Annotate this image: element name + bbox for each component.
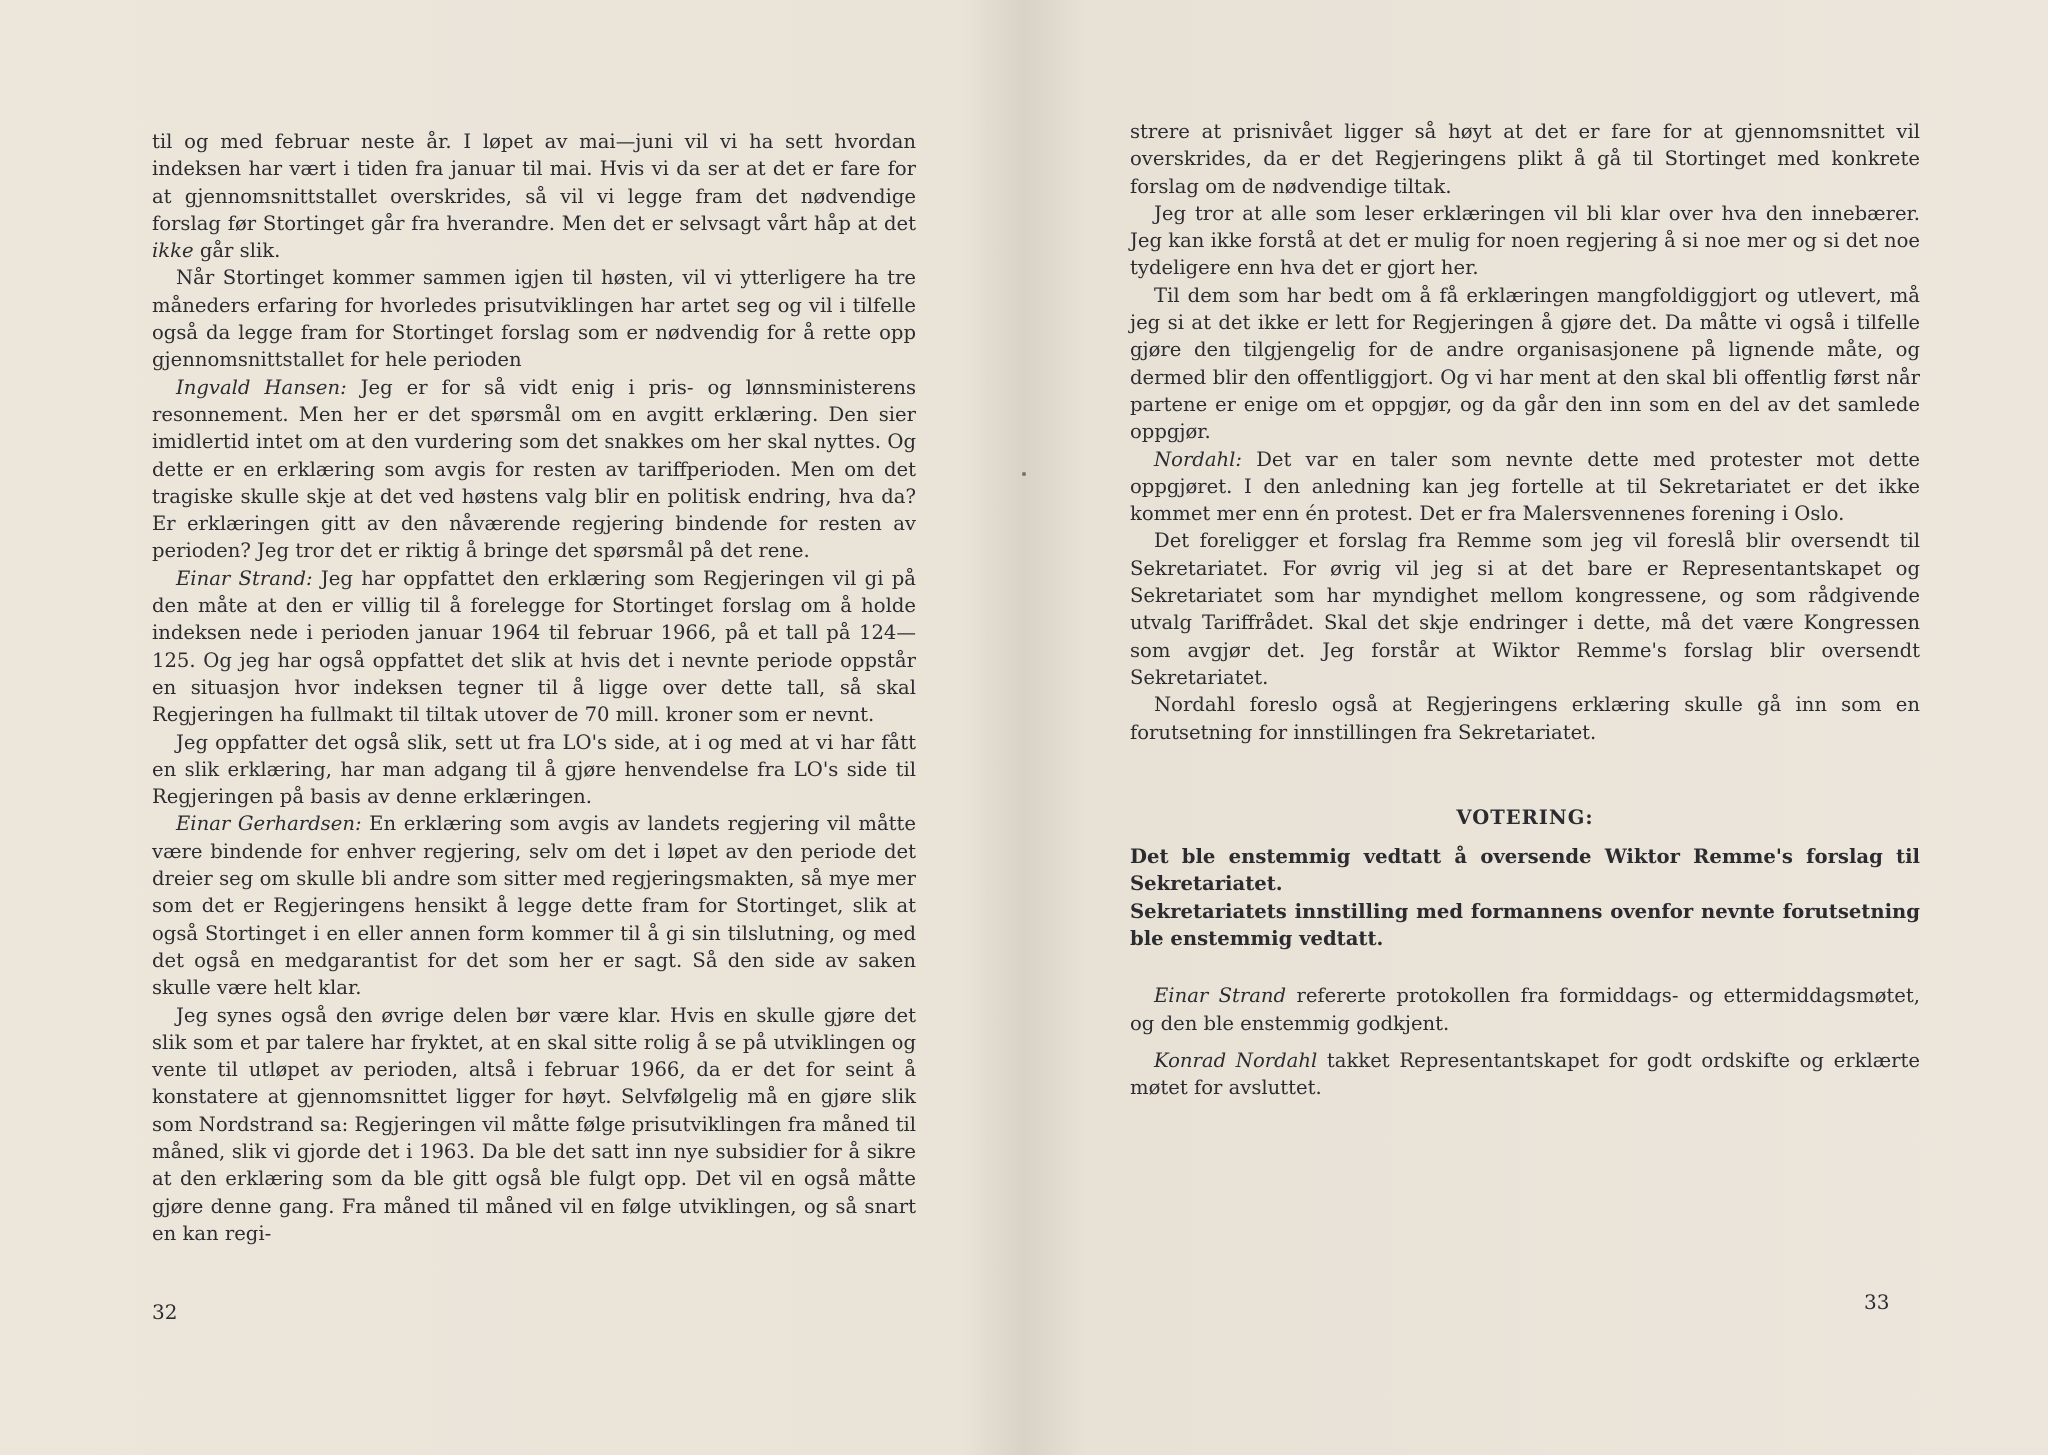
speaker-name: Ingvald Hansen: xyxy=(176,375,347,399)
paragraph: Einar Strand: Jeg har oppfattet den erklæring som Regjeringen vil gi på den måte at den er villig til å forelegge for Stortinget forslag om å holde indeksen nede i perioden januar 1964 til februar 1966, på et tall på 124—125. Og jeg har også oppfattet det slik at hvis det i nevnte periode oppstår en situasjon hvor indeksen tegner til å ligge over dette tall, så skal Regjeringen ha fullmakt til tiltak utover de 70 mill. kroner som er nevnt. xyxy=(152,566,916,727)
paragraph: strere at prisnivået ligger så høyt at det er fare for at gjennomsnittet vil overskrides, da er det Regjeringens plikt å gå til Stortinget med konkrete forslag om de nødvendige tiltak. xyxy=(1130,120,1920,198)
paragraph: Jeg tror at alle som leser erklæringen vil bli klar over hva den innebærer. Jeg kan ikke forstå at det er mulig for noen regjering å si noe mer og si det noe tydeligere enn hva det er gjort her. xyxy=(1130,201,1920,280)
emphasis: ikke xyxy=(152,239,194,263)
speaker-name: Konrad Nordahl xyxy=(1154,1048,1318,1072)
speaker-name: Einar Strand: xyxy=(176,566,313,590)
paragraph: Det foreligger et forslag fra Remme som jeg vil foreslå blir oversendt til Sekretariatet. For øvrig vil jeg si at det bare er Representantskapet og Sekretariatet som har myndighet mellom kongressene, og som rådgivende utvalg Tariffrådet. Skal det skje endringer i dette, må det være Kongressen som avgjør det. Jeg forstår at Wiktor Remme's forslag blir oversendt Sekretariatet. xyxy=(1130,529,1920,689)
left-page-text xyxy=(152,128,916,1247)
resolution: Det ble enstemmig vedtatt å oversende Wiktor Remme's forslag til Sekretariatet. xyxy=(1130,845,1920,896)
paragraph: Jeg synes også den øvrige delen bør være klar. Hvis en skulle gjøre det slik som et par talere har fryktet, at en skal sitte rolig å se på utviklingen og vente til utløpet av perioden, altså i februar 1966, da er det for seint å konstatere at gjennomsnittet ligger for høyt. Selvfølgelig må en gjøre slik som Nordstrand sa: Regjeringen vil måtte følge prisutviklingen fra måned til måned, slik vi gjorde det i 1963. Da ble det satt inn nye subsidier for å sikre at den erklæring som da ble gitt også ble fulgt opp. Det vil en også måtte gjøre denne gang. Fra måned til måned vil en følge utviklingen, og så snart en kan regi- xyxy=(152,1003,916,1245)
speaker-name: Einar Strand xyxy=(1154,984,1287,1008)
right-page xyxy=(1024,0,2048,1455)
right-page-text xyxy=(1130,118,1920,1102)
resolution: Sekretariatets innstilling med formannens ovenfor nevnte forutsetning ble enstemmig vedtatt. xyxy=(1130,899,1920,951)
paragraph: Einar Gerhardsen: En erklæring som avgis av landets regjering vil måtte være bindende for enhver regjering, selv om det i løpet av den periode det dreier seg om skulle bli andre som sitter med regjeringsmakten, så mye mer som det er Regjeringens hensikt å legge dette fram for Stortinget, slik at også Stortinget i en eller annen form kommer til å gi sin tilslutning, og med det også en medgarantist for det som her er sagt. Så den side av saken skulle være helt klar. xyxy=(152,812,916,1000)
speaker-name: Nordahl: xyxy=(1154,447,1243,471)
paragraph: Til dem som har bedt om å få erklæringen mangfoldiggjort og utlevert, må jeg si at det ikke er lett for Regjeringen å gjøre det. Da måtte vi også i tilfelle gjøre den tilgjengelig for de andre organisasjonene på lignende måte, og dermed blir den offentliggjort. Og vi har ment at den skal bli offentlig først når partene er enige om et oppgjør, og da går den inn som en del av det samlede oppgjør. xyxy=(1130,283,1920,444)
paragraph: Nordahl foreslo også at Regjeringens erklæring skulle gå inn som en forutsetning for innstillingen fra Sekretariatet. xyxy=(1130,693,1920,744)
paragraph: til og med februar neste år. I løpet av mai—juni vil vi ha sett hvordan indeksen har vært i tiden fra januar til mai. Hvis vi da ser at det er fare for at gjennomsnittstallet overskrides, så vil vi legge fram det nødvendige forslag før Stortinget går fra hverandre. Men det er selvsagt vårt håp at det ikke går slik. xyxy=(152,130,916,263)
paragraph: Konrad Nordahl takket Representantskapet for godt ordskifte og erklærte møtet for avsluttet. xyxy=(1130,1048,1920,1100)
section-heading: VOTERING: xyxy=(1456,805,1594,829)
page-number: 32 xyxy=(152,1300,178,1324)
paragraph: Ingvald Hansen: Jeg er for så vidt enig i pris- og lønnsministerens resonnement. Men her er det spørsmål om en avgitt erklæring. Den sier imidlertid intet om at den vurdering som det snakkes om her skal nyttes. Og dette er en erklæring som avgis for resten av tariffperioden. Men om det tragiske skulle skje at det ved høstens valg blir en politisk endring, hva da? Er erklæringen gitt av den nåværende regjering bindende for resten av perioden? Jeg tror det er riktig å bringe det spørsmål på det rene. xyxy=(152,375,917,563)
paragraph: Einar Strand refererte protokollen fra formiddags- og ettermiddagsmøtet, og den ble enstemmig godkjent. xyxy=(1130,984,1920,1035)
paragraph: Når Stortinget kommer sammen igjen til høsten, vil vi ytterligere ha tre måneders erfaring for hvorledes prisutviklingen har artet seg og vil i tilfelle også da legge fram for Stortinget forslag som er nødvendig for å rette opp gjennomsnittstallet for hele perioden xyxy=(152,266,916,372)
speaker-name: Einar Gerhardsen: xyxy=(176,812,362,836)
spacer xyxy=(1130,952,1920,982)
page-number: 33 xyxy=(1864,1290,1890,1314)
paragraph: Jeg oppfatter det også slik, sett ut fra LO's side, at i og med at vi har fått en slik erklæring, har man adgang til å gjøre henvendelse fra LO's side til Regjeringen på basis av denne erklæringen. xyxy=(152,730,916,809)
paragraph: Nordahl: Det var en taler som nevnte dette med protester mot dette oppgjøret. I den anledning kan jeg fortelle at til Sekretariatet er det ikke kommet mer enn én protest. Det er fra Malersvennenes forening i Oslo. xyxy=(1130,447,1920,526)
